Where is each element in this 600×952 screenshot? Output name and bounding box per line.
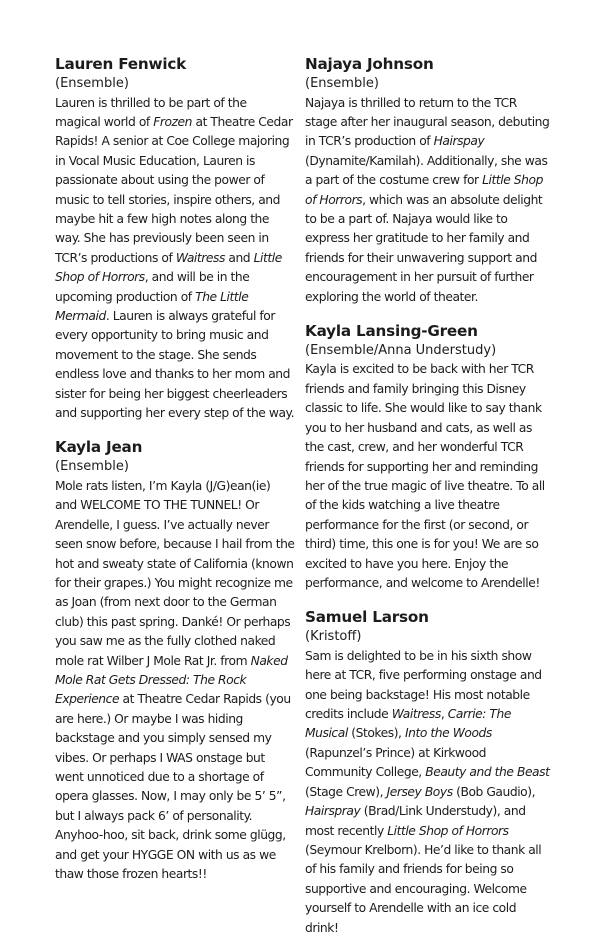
bio-text-run: and xyxy=(224,250,254,265)
bio-role: (Kristoff) xyxy=(305,629,362,645)
bio-text-run: at Theatre Cedar Rapids (you are here.) Or maybe I was hiding backstage and you simply sensed my vibes. Or perhaps I WAS onstage but went unnoticed due to a shortage of opera glasses. Now, I may only be 5’ 5”, but I always pack 6’ of personality. Anyhoo-hoo, sit back, drink some glügg, and get your HYGGE ON with us as we thaw those frozen hearts!! xyxy=(55,692,291,882)
bio-name: Samuel Larson xyxy=(305,608,429,627)
bio-text-run: at Theatre Cedar Rapids! A senior at Coe College majoring in Vocal Music Education, Lauren is passionate about using the power of music to tell stories, inspire others, and maybe hit a few high notes along the way. She has previously been seen in TCR’s productions of xyxy=(55,114,293,265)
bio-title-italic: Into the Woods xyxy=(404,726,492,741)
bio-title-italic: Hairspray xyxy=(305,804,361,819)
bio-title-italic: Jersey Boys xyxy=(386,784,453,799)
bio-samuel-larson xyxy=(305,607,550,938)
bio-name: Najaya Johnson xyxy=(305,55,434,73)
bio-text-run: . Lauren is always grateful for every opportunity to bring music and movement to the stage. She sends endless love and thanks to her mom and sister for being her biggest cheerleaders and supporting her every step of the way. xyxy=(55,308,295,420)
bio-title-italic: Little Shop of Horrors xyxy=(305,173,543,207)
bio-title-italic: Little Shop of Horrors xyxy=(55,250,282,285)
bio-title-italic: Hairspay xyxy=(433,134,485,149)
bio-lauren-fenwick xyxy=(55,54,295,423)
bio-title-italic: Carrie: The Musical xyxy=(305,707,511,741)
bio-text xyxy=(55,94,295,424)
bio-text xyxy=(305,94,550,307)
bio-title-italic: Frozen xyxy=(153,114,193,129)
bio-title-italic: Beauty and the Beast xyxy=(425,765,550,780)
bio-text xyxy=(55,477,295,885)
bio-text xyxy=(305,647,550,938)
bio-role: (Ensemble) xyxy=(55,76,129,91)
bio-role: (Ensemble) xyxy=(305,76,379,91)
bio-text-run: Kayla is excited to be back with her TCR friends and family bringing this Disney classic to life. She would like to say thank you to her husband and cats, as well as the cast, crew, and her wonderful TCR friends for supporting her and reminding her of the true magic of live theatre. To all of the kids watching a live theatre performance for the first (or second, or third) time, this one is for you! We are so excited to have you here. Enjoy the performance, and welcome to Arendelle! xyxy=(305,362,545,590)
bio-role: (Ensemble/Anna Understudy) xyxy=(305,342,497,358)
bio-name: Kayla Jean xyxy=(55,438,143,457)
bio-role: (Ensemble) xyxy=(55,459,129,475)
left-column xyxy=(55,54,295,898)
bio-text-run: Sam is delighted to be in his sixth show here at TCR, five performing onstage and one being backstage! His most notable credits include xyxy=(305,648,542,722)
bio-text-run: Lauren is thrilled to be part of the magical world of xyxy=(55,95,247,129)
bio-title-italic: Waitress xyxy=(391,707,441,722)
right-column xyxy=(305,54,550,952)
bio-text-run: (Bob Gaudio), xyxy=(452,784,536,799)
bio-text-run: (Stokes), xyxy=(347,726,405,741)
bio-title-italic: Waitress xyxy=(175,250,225,265)
bio-name: Lauren Fenwick xyxy=(55,55,187,73)
bio-text-run: , which was an absolute delight to be a part of. Najaya would like to express her gratitude to her family and friends for their unwavering support and encouragement in her pursuit of further exploring the world of theater. xyxy=(305,192,543,304)
bio-text-run: (Rapunzel’s Prince) at Kirkwood Community College, xyxy=(305,745,487,780)
bio-title-italic: Little Shop of Horrors xyxy=(387,823,509,838)
bio-title-italic: Naked Mole Rat Gets Dressed: The Rock Experience xyxy=(55,653,288,707)
bio-title-italic: The Little Mermaid xyxy=(55,289,249,323)
bio-text-run: , and will be in the upcoming production of xyxy=(55,270,250,304)
bio-text-run: Najaya is thrilled to return to the TCR stage after her inaugural season, debuting in TCR’s production of xyxy=(305,95,550,149)
bio-name: Kayla Lansing-Green xyxy=(305,321,478,340)
bio-text-run: (Stage Crew), xyxy=(305,784,387,799)
bio-text xyxy=(305,360,550,593)
bio-najaya-johnson xyxy=(305,54,550,307)
bio-text-run: (Brad/Link Understudy), and most recently xyxy=(305,804,526,838)
bio-text-run: Mole rats listen, I’m Kayla (J/G)ean(ie) and WELCOME TO THE TUNNEL! Or Arendelle, I guess. I’ve actually never seen snow before, because I hail from the hot and sweaty state of California (known for their grapes.) You might recognize me as Joan (from next door to the German club) this past spring. Danké! Or perhaps you saw me as the fully clothed naked mole rat Wilber J Mole Rat Jr. from xyxy=(55,478,295,668)
bio-text-run: (Seymour Krelborn). He’d like to thank all of his family and friends for being so supportive and encouraging. Welcome yourself to Arendelle with an ice cold drink! xyxy=(305,842,542,935)
bio-kayla-jean xyxy=(55,437,295,884)
bio-kayla-lansing-green xyxy=(305,321,550,593)
bio-text-run: , xyxy=(440,707,448,722)
bio-text-run: (Dynamite/Kamilah). Additionally, she was a part of the costume crew for xyxy=(305,153,548,188)
